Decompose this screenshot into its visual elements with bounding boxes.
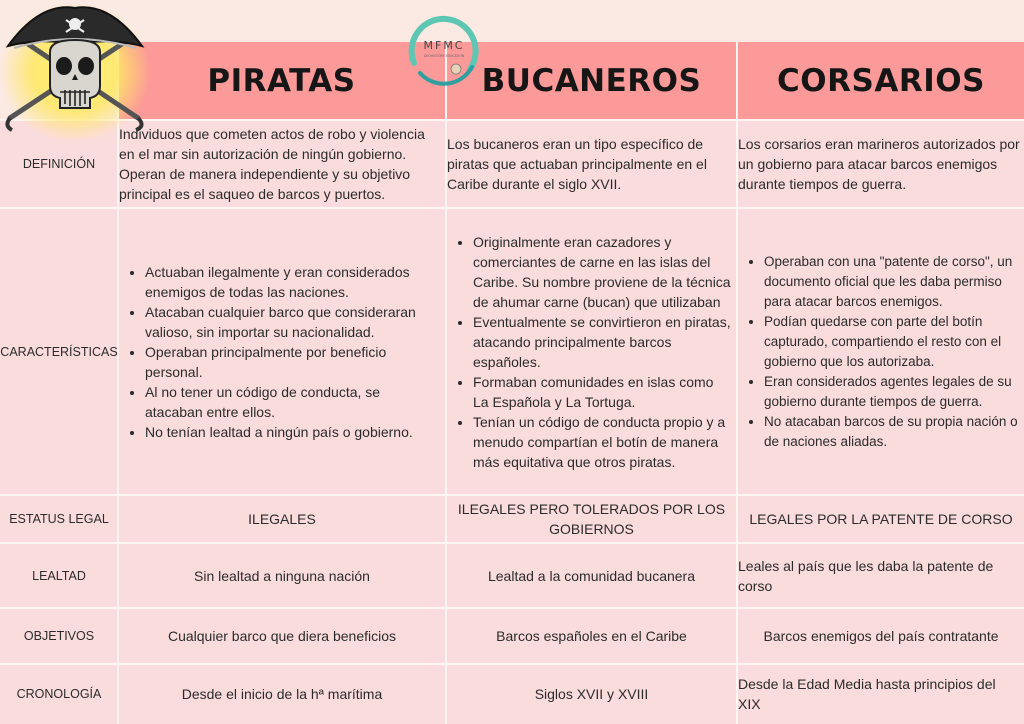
list-item: • Formaban comunidades en islas como La Española y La Tortuga. — [473, 372, 732, 412]
label-caracteristicas: CARACTERÍSTICAS — [0, 344, 118, 359]
caracteristicas-bucaneros-list — [447, 232, 732, 472]
objetivos-bucaneros — [447, 608, 736, 664]
label-cronologia: CRONOLOGÍA — [16, 687, 102, 701]
logo-subtitle: GEOHISTORY EDUCATION — [423, 54, 465, 58]
cronologia-piratas-text: Desde el inicio de la hª marítima — [181, 686, 383, 702]
definicion-bucaneros-text: Los bucaneros eran un tipo específico de piratas que actuaban principalmente en el Caribe durante el siglo XVII. — [447, 136, 707, 192]
lealtad-corsarios-text: Leales al país que les daba la patente de corso — [738, 557, 994, 594]
list-item: • No tenían lealtad a ningún país o gobierno. — [145, 422, 441, 442]
header-corsarios: CORSARIOS — [777, 63, 985, 99]
list-item: • Originalmente eran cazadores y comerciantes de carne en las islas del Caribe. Su nombre proviene de la técnica de ahumar carne (bucan) que utilizaban — [473, 232, 732, 312]
definicion-bucaneros — [447, 120, 736, 208]
list-item: • Operaban principalmente por beneficio personal. — [145, 342, 441, 382]
list-item: • Tenían un código de conducta propio y a menudo compartían el botín de manera más equitativa que otros piratas. — [473, 412, 732, 472]
label-definicion: DEFINICIÓN — [22, 157, 96, 171]
lealtad-corsarios — [738, 543, 1024, 608]
objetivos-corsarios-text: Barcos enemigos del país contratante — [763, 628, 999, 644]
estatus-corsarios — [738, 495, 1024, 543]
caracteristicas-bucaneros — [447, 208, 736, 495]
caracteristicas-corsarios-list — [738, 252, 1020, 452]
list-item: • Eran considerados agentes legales de su gobierno durante tiempos de guerra. — [764, 372, 1020, 412]
objetivos-piratas — [119, 608, 445, 664]
pirate-skull-icon — [0, 0, 150, 140]
estatus-corsarios-text: LEGALES POR LA PATENTE DE CORSO — [749, 511, 1013, 527]
cronologia-corsarios-text: Desde la Edad Media hasta principios del XIX — [738, 676, 996, 712]
list-item: • Operaban con una "patente de corso", un documento oficial que les daba permiso para atacar barcos enemigos. — [764, 252, 1020, 312]
definicion-piratas-text: Individuos que cometen actos de robo y violencia en el mar sin autorización de ningún gobierno. Operan de manera independiente y su objetivo principal es el saqueo de barcos y puertos. — [119, 126, 425, 202]
header-piratas: PIRATAS — [207, 63, 356, 99]
logo-text: MFMC — [423, 39, 465, 52]
cronologia-corsarios — [738, 664, 1024, 724]
objetivos-corsarios — [738, 608, 1024, 664]
label-objetivos: OBJETIVOS — [23, 629, 95, 643]
cronologia-piratas — [119, 664, 445, 724]
caracteristicas-piratas-list — [119, 262, 441, 442]
estatus-piratas — [119, 495, 445, 543]
label-lealtad: LEALTAD — [32, 568, 86, 583]
list-item: • Atacaban cualquier barco que consideraran valioso, sin importar su nacionalidad. — [145, 302, 441, 342]
estatus-bucaneros-text: ILEGALES PERO TOLERADOS POR LOS GOBIERNOS — [457, 501, 726, 537]
caracteristicas-corsarios — [738, 208, 1024, 495]
label-estatus: ESTATUS LEGAL — [9, 512, 109, 526]
list-item: • Al no tener un código de conducta, se atacaban entre ellos. — [145, 382, 441, 422]
caracteristicas-piratas — [119, 208, 445, 495]
estatus-bucaneros — [447, 495, 736, 543]
lealtad-bucaneros-text: Lealtad a la comunidad bucanera — [487, 567, 696, 584]
list-item: • Actuaban ilegalmente y eran considerados enemigos de todas las naciones. — [145, 262, 441, 302]
mfmc-logo — [400, 3, 488, 91]
definicion-piratas — [119, 120, 445, 208]
estatus-piratas-text: ILEGALES — [248, 511, 316, 527]
list-item: • No atacaban barcos de su propia nación o de naciones aliadas. — [764, 412, 1020, 452]
cronologia-bucaneros — [447, 664, 736, 724]
objetivos-bucaneros-text: Barcos españoles en el Caribe — [496, 628, 687, 644]
lealtad-piratas-text: Sin lealtad a ninguna nación — [194, 567, 370, 584]
cronologia-bucaneros-text: Siglos XVII y XVIII — [534, 686, 649, 702]
definicion-corsarios — [738, 120, 1024, 208]
lealtad-piratas — [119, 543, 445, 608]
definicion-corsarios-text: Los corsarios eran marineros autorizados por un gobierno para atacar barcos enemigos durante tiempos de guerra. — [738, 136, 1020, 192]
list-item: • Eventualmente se convirtieron en piratas, atacando principalmente barcos españoles. — [473, 312, 732, 372]
objetivos-piratas-text: Cualquier barco que diera beneficios — [167, 628, 397, 644]
lealtad-bucaneros — [447, 543, 736, 608]
header-bucaneros: BUCANEROS — [481, 63, 702, 99]
list-item: • Podían quedarse con parte del botín capturado, compartiendo el resto con el gobierno que los autorizaba. — [764, 312, 1020, 372]
